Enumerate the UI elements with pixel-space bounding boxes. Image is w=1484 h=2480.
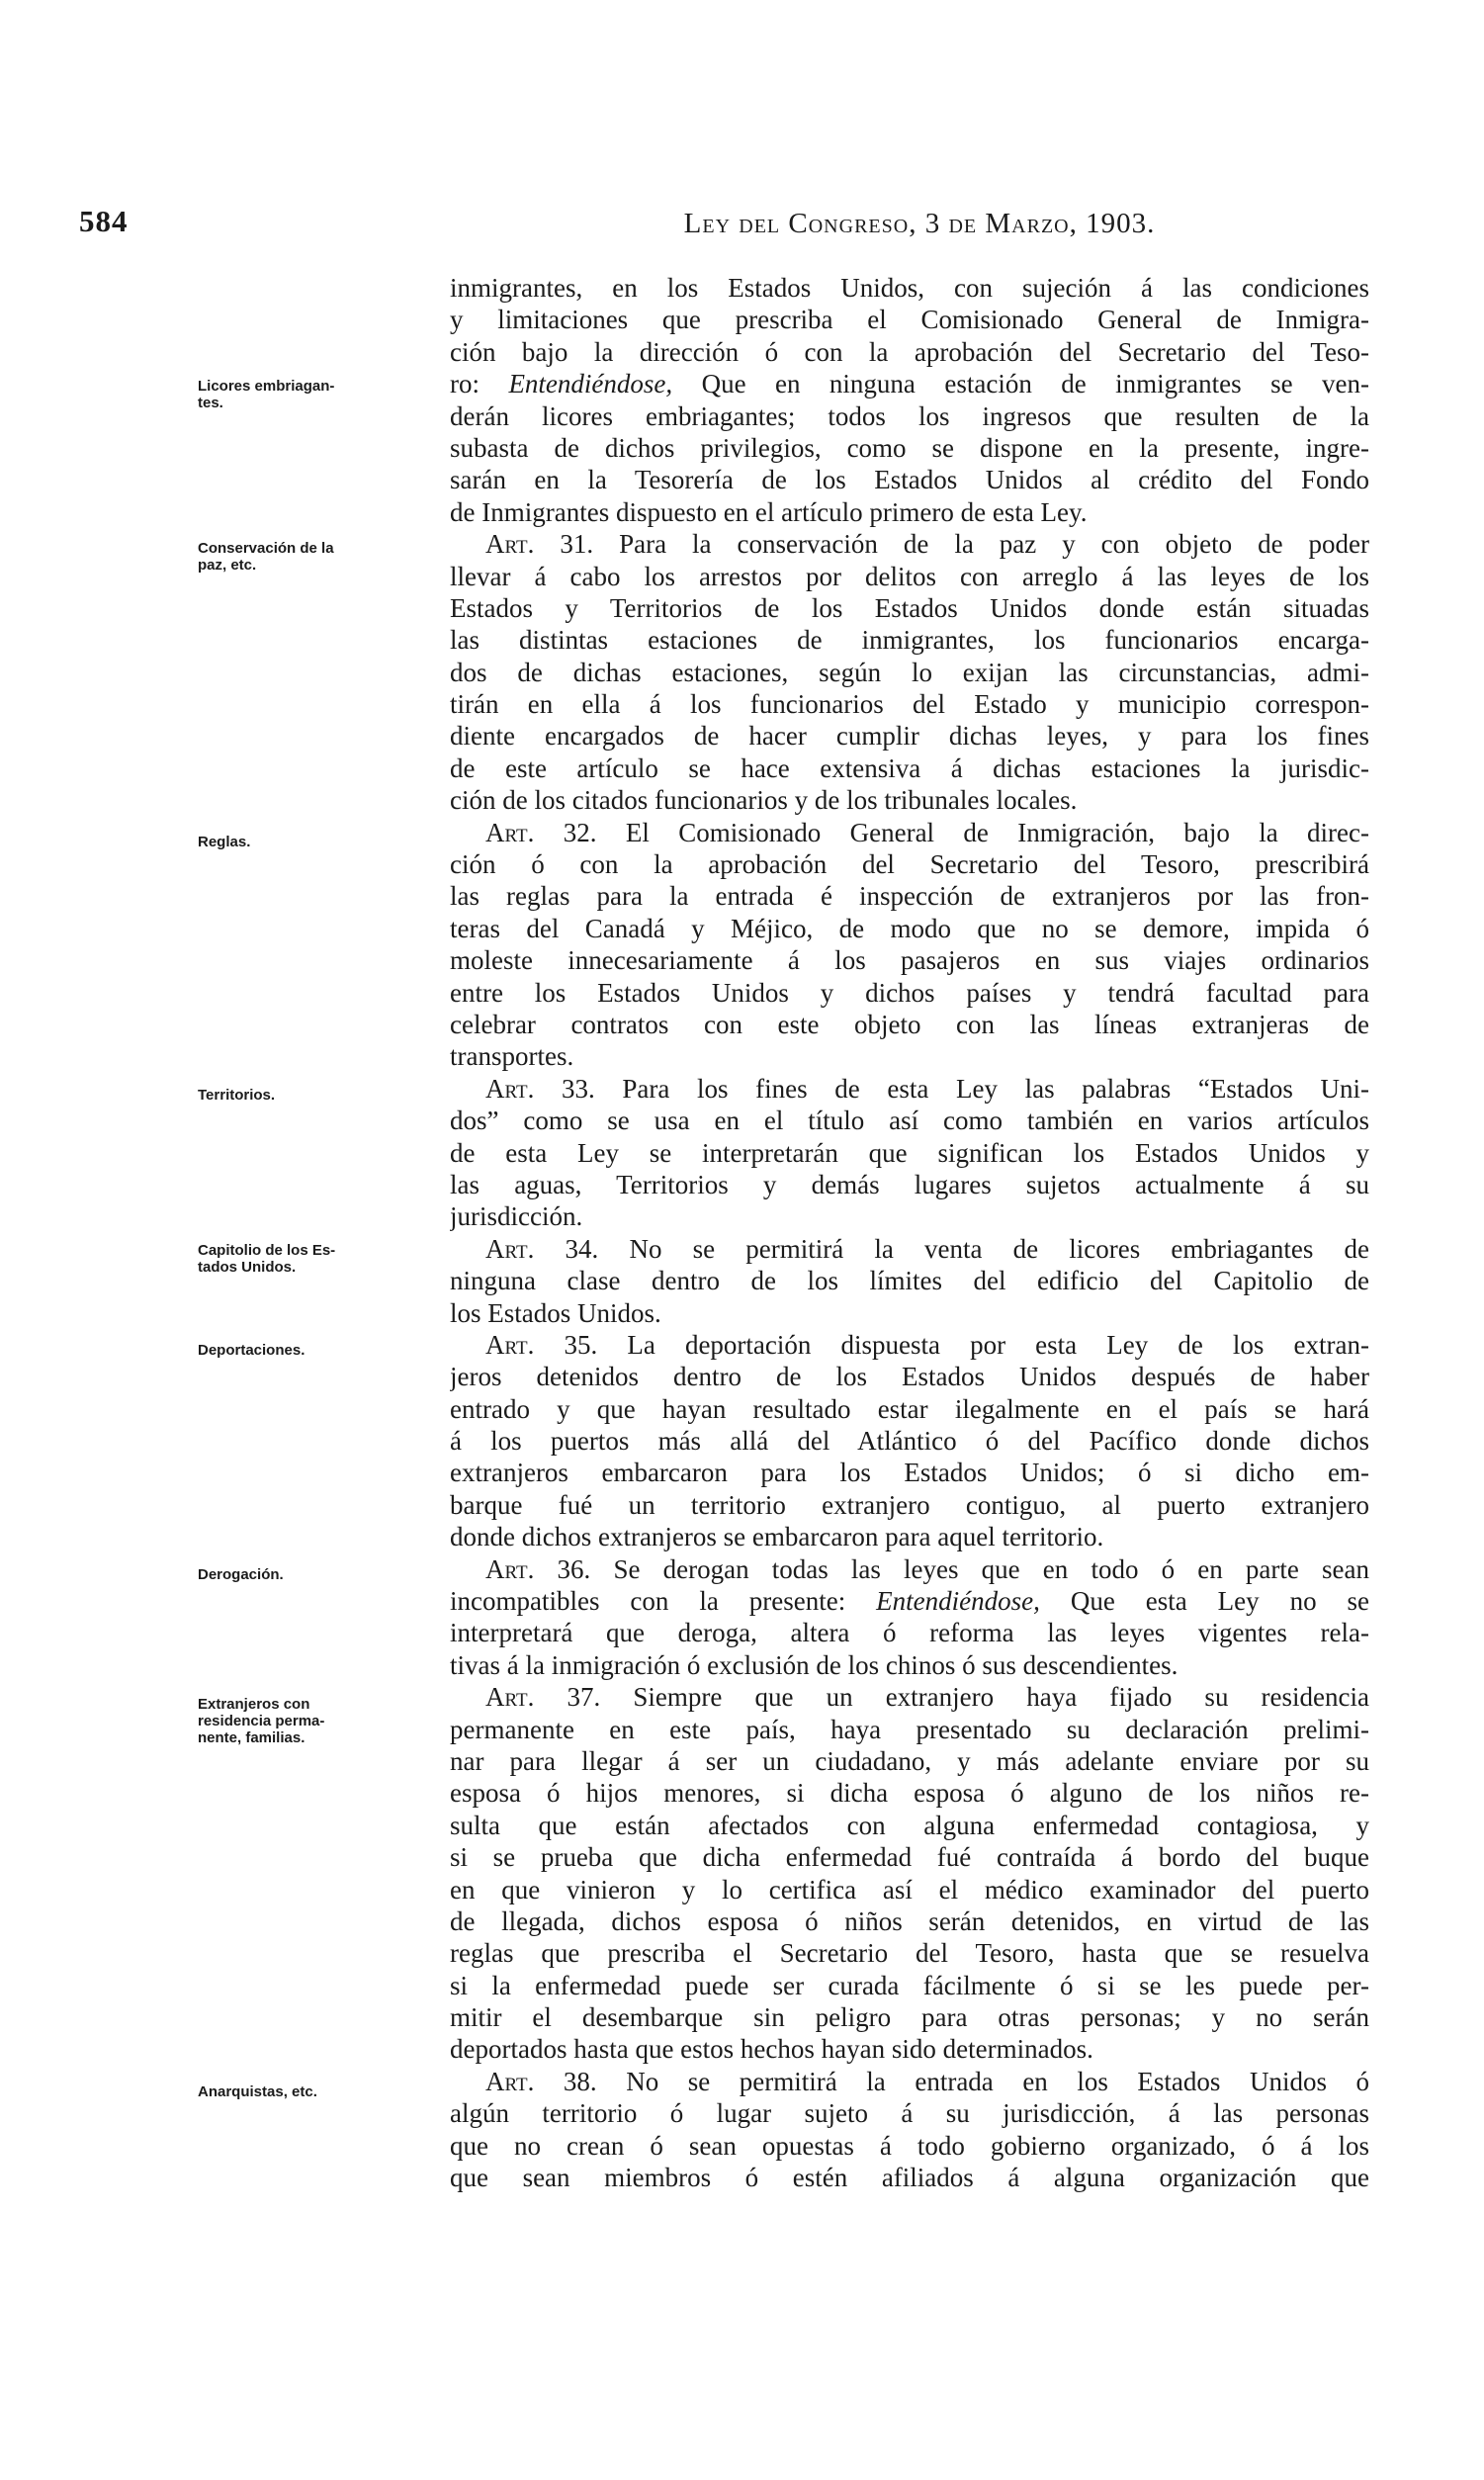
margin-note-line: Licores embriagan-: [198, 378, 335, 395]
text-line: llevar á cabo los arrestos por delitos con arreglo á las leyes de los: [450, 561, 1369, 591]
margin-note-derogacion: [198, 1566, 425, 1583]
text-line: interpretará que deroga, altera ó reforma las leyes vigentes rela-: [450, 1618, 1369, 1648]
margin-note-line: paz, etc.: [198, 557, 257, 574]
text-run: Para los fines de esta Ley las palabras “Estados Uni-: [594, 1073, 1369, 1104]
text-line: esposa ó hijos menores, si dicha esposa ó alguno de los niños re-: [450, 1778, 1369, 1809]
text-line: teras del Canadá y Méjico, de modo que no se demore, impida ó: [450, 913, 1369, 943]
margin-note-line: tes.: [198, 395, 223, 411]
article-label: Art. 37.: [485, 1682, 601, 1713]
text-run: No se permitirá la venta de licores embriagantes de: [598, 1233, 1369, 1264]
text-run: Para la conservación de la paz y con objeto de poder: [593, 529, 1369, 560]
text-line: que no crean ó sean opuestas á todo gobierno organizado, ó á los: [450, 2130, 1369, 2161]
text-line: diente encargados de hacer cumplir dichas leyes, y para los fines: [450, 721, 1369, 752]
text-line: algún territorio ó lugar sujeto á su jurisdicción, á las personas: [450, 2098, 1369, 2129]
text-line: las aguas, Territorios y demás lugares sujetos actualmente á su: [450, 1169, 1369, 1199]
margin-note-line: Conservación de la: [198, 540, 334, 557]
text-line: derán licores embriagantes; todos los ingresos que resulten de la: [450, 400, 1369, 431]
article-31-first-line: [450, 528, 1369, 560]
text-line: [450, 368, 1369, 399]
text-run: Siempre que un extranjero haya fijado su residencia: [600, 1682, 1369, 1713]
text-line: y limitaciones que prescriba el Comisionado General de Inmigra-: [450, 305, 1369, 335]
text-line: tirán en ella á los funcionarios del Estado y municipio correspon-: [450, 689, 1369, 720]
text-line: que sean miembros ó estén afiliados á alguna organización que: [450, 2163, 1369, 2193]
text-line: dos” como se usa en el título así como también en varios artículos: [450, 1106, 1369, 1136]
article-35-first-line: [450, 1329, 1369, 1361]
text-line: nar para llegar á ser un ciudadano, y más adelante enviare por su: [450, 1745, 1369, 1776]
text-line: inmigrantes, en los Estados Unidos, con sujeción á las condiciones: [450, 273, 1369, 303]
margin-note-licores: [198, 378, 425, 411]
article-label: Art. 33.: [485, 1073, 595, 1104]
text-line: jurisdicción.: [450, 1201, 583, 1232]
text-line: sulta que están afectados con alguna enfermedad contagiosa, y: [450, 1810, 1369, 1840]
text-line: barque fué un territorio extranjero contiguo, al puerto extranjero: [450, 1489, 1369, 1520]
text-run: incompatibles con la presente:: [450, 1586, 877, 1617]
text-run: No se permitirá la entrada en los Estados Unidos ó: [596, 2066, 1369, 2096]
margin-note-line: nente, familias.: [198, 1729, 306, 1746]
text-line: ción ó con la aprobación del Secretario del Tesoro, prescribirá: [450, 849, 1369, 880]
text-line: entre los Estados Unidos y dichos países y tendrá facultad para: [450, 977, 1369, 1008]
text-line: de llegada, dichos esposa ó niños serán detenidos, en virtud de las: [450, 1905, 1369, 1936]
text-line: si la enfermedad puede ser curada fácilmente ó si se les puede per-: [450, 1970, 1369, 2000]
text-run: Que en ninguna estación de inmigrantes se ven-: [672, 369, 1369, 399]
running-head-part: Ley del Congreso: [683, 208, 910, 239]
margin-note-extranjeros: [198, 1696, 425, 1746]
text-run: ro:: [450, 369, 509, 399]
margin-note-line: Derogación.: [198, 1566, 284, 1583]
margin-note-line: residencia perma-: [198, 1713, 325, 1729]
article-36-first-line: [450, 1553, 1369, 1585]
text-line: á los puertos más allá del Atlántico ó del Pacífico donde dichos: [450, 1426, 1369, 1457]
text-line: moleste innecesariamente á los pasajeros en sus viajes ordinarios: [450, 945, 1369, 976]
text-line: en que vinieron y lo certifica así el médico examinador del puerto: [450, 1874, 1369, 1904]
text-run: La deportación dispuesta por esta Ley de los extran-: [597, 1329, 1369, 1360]
text-line: las distintas estaciones de inmigrantes, los funcionarios encarga-: [450, 625, 1369, 656]
article-37-first-line: [450, 1681, 1369, 1713]
article-33-first-line: [450, 1073, 1369, 1105]
text-run: Que esta Ley no se: [1039, 1586, 1369, 1617]
article-label: Art. 32.: [485, 817, 597, 847]
running-head-part: , 1903.: [1069, 208, 1156, 239]
text-line: jeros detenidos dentro de los Estados Unidos después de haber: [450, 1362, 1369, 1392]
text-line: donde dichos extranjeros se embarcaron para aquel territorio.: [450, 1522, 1104, 1552]
margin-note-line: Deportaciones.: [198, 1342, 306, 1359]
text-line: ninguna clase dentro de los límites del edificio del Capitolio de: [450, 1266, 1369, 1296]
margin-note-deportaciones: [198, 1342, 425, 1359]
article-label: Art. 36.: [485, 1553, 591, 1584]
article-38-first-line: [450, 2066, 1369, 2097]
text-line: de esta Ley se interpretarán que significan los Estados Unidos y: [450, 1137, 1369, 1168]
text-line: permanente en este país, haya presentado su declaración prelimi-: [450, 1714, 1369, 1744]
margin-note-line: Reglas.: [198, 834, 251, 850]
text-line: sarán en la Tesorería de los Estados Unidos al crédito del Fondo: [450, 465, 1369, 495]
article-label: Art. 34.: [485, 1233, 599, 1264]
italic-run: Entendiéndose,: [508, 369, 673, 399]
text-line: celebrar contratos con este objeto con las líneas extranjeras de: [450, 1009, 1369, 1039]
text-line: ción de los citados funcionarios y de los tribunales locales.: [450, 785, 1078, 816]
margin-note-line: Anarquistas, etc.: [198, 2083, 317, 2100]
text-line: Estados y Territorios de los Estados Unidos donde están situadas: [450, 592, 1369, 623]
margin-note-anarquistas: [198, 2083, 425, 2100]
text-line: entrado y que hayan resultado estar ilegalmente en el país se hará: [450, 1393, 1369, 1424]
text-line: deportados hasta que estos hechos hayan sido determinados.: [450, 2034, 1093, 2065]
article-32-first-line: [450, 817, 1369, 848]
text-line: reglas que prescriba el Secretario del Tesoro, hasta que se resuelva: [450, 1938, 1369, 1969]
margin-note-line: tados Unidos.: [198, 1259, 297, 1276]
article-label: Art. 38.: [485, 2066, 597, 2096]
text-line: tivas á la inmigración ó exclusión de los chinos ó sus descendientes.: [450, 1649, 1178, 1680]
margin-note-reglas: [198, 834, 425, 850]
running-head-part: de: [948, 208, 978, 239]
text-line: de Inmigrantes dispuesto en el artículo primero de esta Ley.: [450, 496, 1088, 527]
text-line: los Estados Unidos.: [450, 1297, 661, 1328]
text-line: [450, 1585, 1369, 1617]
italic-run: Entendiéndose,: [876, 1586, 1040, 1617]
text-line: extranjeros embarcaron para los Estados Unidos; ó si dicho em-: [450, 1458, 1369, 1488]
article-label: Art. 31.: [485, 529, 594, 560]
text-run: El Comisionado General de Inmigración, bajo la direc-: [596, 817, 1369, 847]
running-head-part: , 3: [909, 208, 949, 239]
margin-note-line: Extranjeros con: [198, 1696, 310, 1713]
margin-note-territorios: [198, 1087, 425, 1104]
margin-note-line: Capitolio de los Es-: [198, 1242, 336, 1259]
article-label: Art. 35.: [485, 1329, 598, 1360]
margin-note-capitolio: [198, 1242, 425, 1276]
body-text: [450, 272, 1369, 2193]
text-line: si se prueba que dicha enfermedad fué contraída á bordo del buque: [450, 1842, 1369, 1873]
text-line: dos de dichas estaciones, según lo exijan las circunstancias, admi-: [450, 657, 1369, 687]
page-number: 584: [79, 204, 129, 238]
article-34-first-line: [450, 1233, 1369, 1265]
margin-note-line: Territorios.: [198, 1087, 276, 1104]
text-line: de este artículo se hace extensiva á dichas estaciones la jurisdic-: [450, 753, 1369, 783]
text-line: subasta de dichos privilegios, como se dispone en la presente, ingre-: [450, 432, 1369, 463]
text-run: Se derogan todas las leyes que en todo ó en parte sean: [590, 1553, 1369, 1584]
margin-note-conservacion: [198, 540, 425, 574]
running-head: [445, 208, 1394, 240]
text-line: las reglas para la entrada é inspección de extranjeros por las fron-: [450, 881, 1369, 912]
text-line: mitir el desembarque sin peligro para otras personas; y no serán: [450, 2002, 1369, 2033]
text-line: ción bajo la dirección ó con la aprobación del Secretario del Teso-: [450, 336, 1369, 367]
text-line: transportes.: [450, 1041, 574, 1072]
running-head-part: Marzo: [985, 208, 1070, 239]
